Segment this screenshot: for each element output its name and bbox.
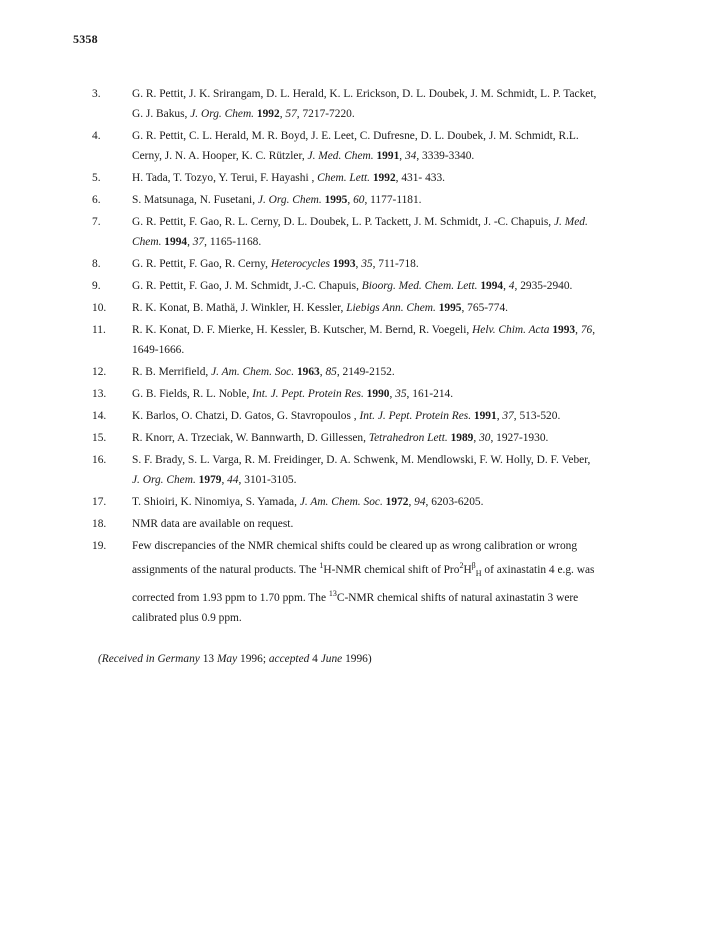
text-segment: , 2149-2152. bbox=[336, 366, 395, 378]
text-segment: , bbox=[355, 258, 362, 270]
text-segment: Bioorg. Med. Chem. Lett. bbox=[361, 280, 478, 292]
text-segment: 34 bbox=[404, 150, 417, 162]
text-segment: G. J. Bakus, bbox=[132, 108, 191, 120]
reference-item bbox=[0, 84, 711, 124]
text-segment: 1993 bbox=[332, 258, 356, 270]
reference-line bbox=[132, 168, 632, 188]
text-segment: , bbox=[496, 410, 503, 422]
text-segment: C-NMR chemical shifts of natural axinastatin 3 were bbox=[336, 591, 579, 604]
reference-line bbox=[132, 428, 632, 448]
text-segment: 1991 bbox=[376, 150, 400, 162]
text-segment: , bbox=[347, 194, 354, 206]
text-segment: 13 bbox=[199, 653, 217, 665]
text-segment: , bbox=[279, 108, 286, 120]
reference-line bbox=[132, 514, 632, 534]
reference-item bbox=[0, 362, 711, 382]
text-segment: 1996; bbox=[237, 653, 269, 665]
reference-number: 19. bbox=[92, 540, 107, 552]
text-segment: 1992 bbox=[372, 172, 396, 184]
text-segment: 1992 bbox=[256, 108, 280, 120]
text-segment: 30 bbox=[479, 432, 491, 444]
text-segment: 85 bbox=[325, 366, 337, 378]
text-segment: , 3339-3340. bbox=[416, 150, 475, 162]
reference-item bbox=[0, 450, 711, 490]
reference-item bbox=[0, 492, 711, 512]
text-segment: Chem. Lett. bbox=[317, 172, 370, 184]
text-segment: , 7217-7220. bbox=[296, 108, 355, 120]
reference-line bbox=[132, 340, 632, 360]
received-note bbox=[98, 650, 372, 668]
reference-line bbox=[132, 276, 632, 296]
text-segment: T. Shioiri, K. Ninomiya, S. Yamada, bbox=[132, 496, 300, 508]
text-segment: 1994 bbox=[164, 236, 188, 248]
text-segment: K. Barlos, O. Chatzi, D. Gatos, G. Stavropoulos , bbox=[132, 410, 360, 422]
text-segment: J. Org. Chem. bbox=[190, 108, 255, 120]
reference-number: 4. bbox=[92, 130, 101, 142]
reference-number: 17. bbox=[92, 496, 107, 508]
reference-item bbox=[0, 276, 711, 296]
text-segment: J. Am. Chem. Soc. bbox=[211, 366, 295, 378]
text-segment: J. Am. Chem. Soc. bbox=[299, 496, 383, 508]
text-segment: 1994 bbox=[480, 280, 504, 292]
text-segment: 1995 bbox=[438, 302, 462, 314]
reference-line bbox=[132, 212, 632, 232]
reference-item bbox=[0, 126, 711, 166]
text-segment: NMR data are available on request. bbox=[132, 518, 294, 530]
text-segment: assignments of the natural products. The bbox=[132, 563, 320, 576]
reference-line bbox=[132, 320, 632, 340]
text-segment: 35 bbox=[395, 388, 407, 400]
reference-line bbox=[132, 584, 632, 608]
reference-item bbox=[0, 212, 711, 252]
text-segment: R. K. Konat, B. Mathä, J. Winkler, H. Kessler, bbox=[132, 302, 347, 314]
text-segment: G. R. Pettit, C. L. Herald, M. R. Boyd, J. E. Leet, C. Dufresne, D. L. Doubek, J. M. Schmidt, R.L. bbox=[132, 130, 579, 142]
text-segment: , bbox=[408, 496, 415, 508]
reference-number: 9. bbox=[92, 280, 101, 292]
text-segment: 1649-1666. bbox=[132, 344, 185, 356]
text-segment: R. K. Konat, D. F. Mierke, H. Kessler, B. Kutscher, M. Bernd, R. Voegeli, bbox=[132, 324, 473, 336]
reference-line bbox=[132, 492, 632, 512]
text-segment: 1996) bbox=[342, 653, 372, 665]
page-number: 5358 bbox=[73, 32, 98, 46]
reference-number: 10. bbox=[92, 302, 107, 314]
text-segment: , 1165-1168. bbox=[204, 236, 262, 248]
text-segment: 1979 bbox=[198, 474, 222, 486]
text-segment: 60 bbox=[353, 194, 365, 206]
reference-line bbox=[132, 146, 632, 166]
text-segment: H. Tada, T. Tozyo, Y. Terui, F. Hayashi , bbox=[132, 172, 318, 184]
reference-item bbox=[0, 320, 711, 360]
text-segment: S. F. Brady, S. L. Varga, R. M. Freidinger, D. A. Schwenk, M. Mendlowski, F. W. Holly, D. F. Veber, bbox=[132, 454, 591, 466]
text-segment: , 431- 433. bbox=[395, 172, 445, 184]
text-segment: S. Matsunaga, N. Fusetani, bbox=[132, 194, 258, 206]
reference-line bbox=[132, 126, 632, 146]
text-segment: 1963 bbox=[296, 366, 320, 378]
text-segment: R. Knorr, A. Trzeciak, W. Bannwarth, D. Gillessen, bbox=[132, 432, 369, 444]
text-segment: 4 bbox=[309, 653, 321, 665]
text-segment: J. Org. Chem. bbox=[257, 194, 322, 206]
text-segment: calibrated plus 0.9 ppm. bbox=[132, 611, 242, 624]
reference-number: 15. bbox=[92, 432, 107, 444]
text-segment: R. B. Merrifield, bbox=[132, 366, 212, 378]
text-segment: , bbox=[399, 150, 405, 162]
reference-line bbox=[132, 384, 632, 404]
text-segment: Tetrahedron Lett. bbox=[368, 432, 448, 444]
text-segment: , bbox=[473, 432, 480, 444]
text-segment: , 6203-6205. bbox=[425, 496, 484, 508]
reference-number: 7. bbox=[92, 216, 101, 228]
text-segment: 57 bbox=[285, 108, 297, 120]
text-segment: 37 bbox=[192, 236, 205, 248]
reference-line bbox=[132, 362, 632, 382]
text-segment: , bbox=[389, 388, 396, 400]
reference-line bbox=[132, 104, 632, 124]
reference-line bbox=[132, 84, 632, 104]
text-segment: , bbox=[221, 474, 228, 486]
reference-line bbox=[132, 556, 632, 584]
text-segment: May bbox=[216, 653, 238, 665]
text-segment: 1993 bbox=[552, 324, 576, 336]
text-segment: 1991 bbox=[473, 410, 497, 422]
text-segment: 94 bbox=[414, 496, 426, 508]
text-segment: 35 bbox=[361, 258, 373, 270]
text-segment: G. R. Pettit, F. Gao, J. M. Schmidt, J.-C. Chapuis, bbox=[132, 280, 362, 292]
text-segment: H bbox=[475, 569, 482, 579]
text-segment: , 765-774. bbox=[461, 302, 508, 314]
reference-line bbox=[132, 406, 632, 426]
text-segment: Int. J. Pept. Protein Res. bbox=[252, 388, 364, 400]
reference-number: 11. bbox=[92, 324, 106, 336]
reference-item bbox=[0, 254, 711, 274]
reference-line bbox=[132, 608, 632, 628]
reference-item bbox=[0, 536, 711, 628]
reference-number: 18. bbox=[92, 518, 107, 530]
text-segment: G. R. Pettit, J. K. Srirangam, D. L. Herald, K. L. Erickson, D. L. Doubek, J. M. Schmidt, L. P. Tacket, bbox=[132, 88, 597, 100]
text-segment: 44 bbox=[227, 474, 239, 486]
text-segment: 1 bbox=[319, 561, 324, 570]
reference-item bbox=[0, 168, 711, 188]
text-segment: 13 bbox=[328, 589, 337, 599]
text-segment: , 513-520. bbox=[513, 410, 561, 422]
reference-line bbox=[132, 536, 632, 556]
reference-number: 5. bbox=[92, 172, 101, 184]
reference-line bbox=[132, 470, 632, 490]
reference-line bbox=[132, 298, 632, 318]
text-segment: (Received in Germany bbox=[98, 653, 200, 665]
text-segment: 1990 bbox=[366, 388, 390, 400]
reference-item bbox=[0, 428, 711, 448]
text-segment: , 711-718. bbox=[372, 258, 419, 270]
reference-number: 3. bbox=[92, 88, 101, 100]
reference-item bbox=[0, 406, 711, 426]
text-segment: Helv. Chim. Acta bbox=[472, 324, 550, 336]
reference-item bbox=[0, 298, 711, 318]
reference-item bbox=[0, 190, 711, 210]
reference-line bbox=[132, 254, 632, 274]
text-segment: corrected from 1.93 ppm to 1.70 ppm. The bbox=[132, 591, 329, 604]
text-segment: β bbox=[471, 561, 476, 570]
text-segment: Heterocycles bbox=[270, 258, 330, 270]
reference-item bbox=[0, 384, 711, 404]
text-segment: H bbox=[463, 563, 472, 576]
text-segment: , bbox=[187, 236, 193, 248]
reference-number: 12. bbox=[92, 366, 107, 378]
reference-list bbox=[0, 84, 711, 630]
reference-number: 13. bbox=[92, 388, 107, 400]
reference-number: 6. bbox=[92, 194, 101, 206]
text-segment: G. R. Pettit, F. Gao, R. Cerny, bbox=[132, 258, 271, 270]
text-segment: J. Org. Chem. bbox=[132, 474, 196, 486]
text-segment: Chem. bbox=[132, 236, 162, 248]
text-segment: , 1927-1930. bbox=[490, 432, 549, 444]
text-segment: J. Med. Chem. bbox=[307, 150, 374, 162]
reference-number: 8. bbox=[92, 258, 101, 270]
text-segment: Few discrepancies of the NMR chemical shifts could be cleared up as wrong calibration or wrong bbox=[132, 540, 578, 552]
reference-number: 16. bbox=[92, 454, 107, 466]
text-segment: 1995 bbox=[324, 194, 348, 206]
text-segment: 76 bbox=[580, 324, 593, 336]
text-segment: , bbox=[503, 280, 509, 292]
text-segment: , 2935-2940. bbox=[514, 280, 573, 292]
reference-line bbox=[132, 232, 632, 252]
text-segment: , bbox=[575, 324, 581, 336]
text-segment: 1989 bbox=[450, 432, 474, 444]
text-segment: 1972 bbox=[385, 496, 409, 508]
text-segment: G. B. Fields, R. L. Noble, bbox=[132, 388, 253, 400]
reference-line bbox=[132, 190, 632, 210]
text-segment: , 3101-3105. bbox=[238, 474, 297, 486]
text-segment: , bbox=[319, 366, 326, 378]
text-segment: 37 bbox=[502, 410, 514, 422]
text-segment: H-NMR chemical shift of Pro bbox=[323, 563, 460, 576]
text-segment: J. Med. bbox=[553, 216, 588, 228]
text-segment: accepted bbox=[268, 653, 310, 665]
text-segment: , 1177-1181. bbox=[364, 194, 422, 206]
text-segment: G. R. Pettit, F. Gao, R. L. Cerny, D. L. Doubek, L. P. Tackett, J. M. Schmidt, J. -C. Chapuis, bbox=[132, 216, 554, 228]
text-segment: Liebigs Ann. Chem. bbox=[346, 302, 436, 314]
reference-line bbox=[132, 450, 632, 470]
text-segment: 2 bbox=[459, 561, 464, 570]
text-segment: Cerny, J. N. A. Hooper, K. C. Rützler, bbox=[132, 150, 308, 162]
text-segment: 4 bbox=[508, 280, 515, 292]
text-segment: June bbox=[320, 653, 343, 665]
reference-number: 14. bbox=[92, 410, 107, 422]
text-segment: of axinastatin 4 e.g. was bbox=[481, 563, 595, 576]
text-segment: Int. J. Pept. Protein Res. bbox=[359, 410, 472, 422]
reference-item bbox=[0, 514, 711, 534]
text-segment: , bbox=[592, 324, 596, 336]
text-segment: , 161-214. bbox=[406, 388, 454, 400]
